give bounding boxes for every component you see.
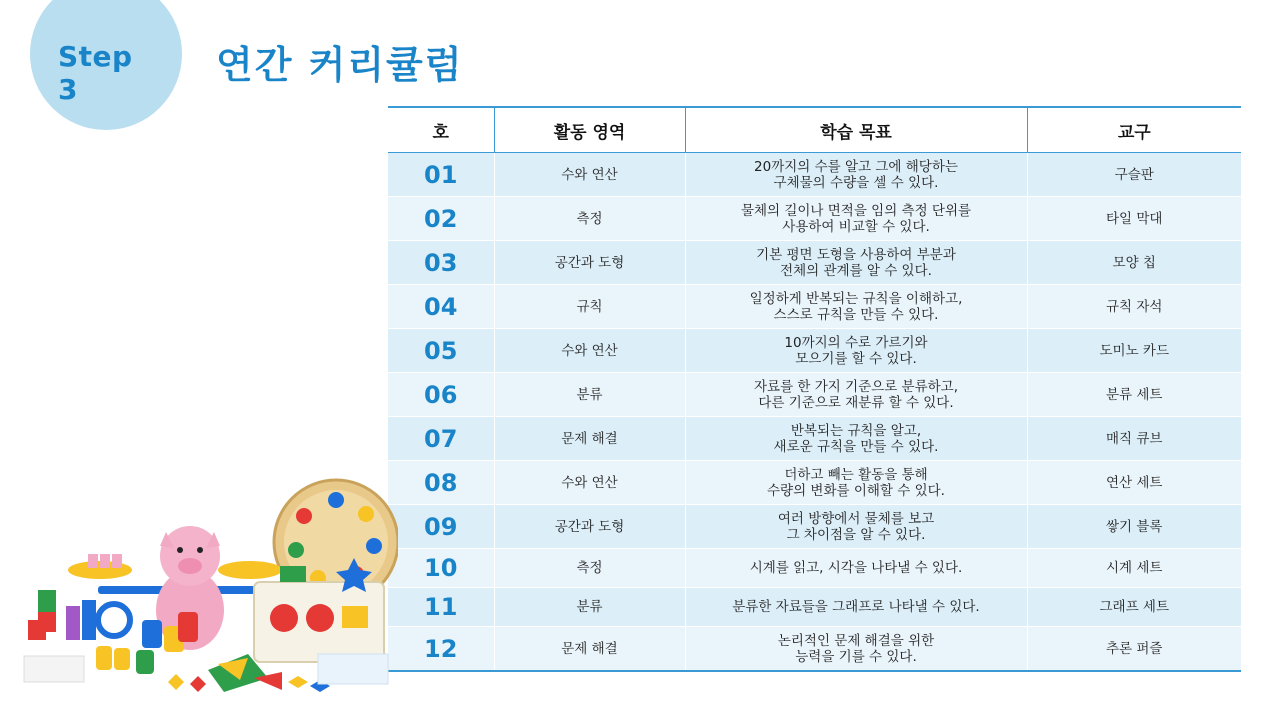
learning-goal-line: 전체의 관계를 알 수 있다. bbox=[780, 262, 932, 279]
row-number: 04 bbox=[388, 285, 494, 329]
teaching-tool: 연산 세트 bbox=[1027, 461, 1241, 505]
column-header-tool: 교구 bbox=[1027, 107, 1241, 153]
learning-goal-line: 모으기를 할 수 있다. bbox=[795, 350, 917, 367]
column-header-number: 호 bbox=[388, 107, 494, 153]
learning-goal-line: 논리적인 문제 해결을 위한 bbox=[777, 632, 935, 649]
learning-goal bbox=[685, 285, 1027, 329]
table-row bbox=[388, 461, 1241, 505]
shape-chips-icon bbox=[24, 654, 388, 692]
learning-goal bbox=[685, 627, 1027, 672]
row-number: 08 bbox=[388, 461, 494, 505]
page-title: 연간 커리큘럼 bbox=[216, 43, 464, 87]
learning-goal bbox=[685, 549, 1027, 588]
teaching-tool: 매직 큐브 bbox=[1027, 417, 1241, 461]
learning-goal-line: 다른 기준으로 재분류 할 수 있다. bbox=[758, 394, 954, 411]
learning-goal bbox=[685, 417, 1027, 461]
table-row bbox=[388, 153, 1241, 197]
learning-goal-line: 사용하여 비교할 수 있다. bbox=[782, 218, 930, 235]
teaching-tool: 구슬판 bbox=[1027, 153, 1241, 197]
learning-goal-line: 20까지의 수를 알고 그에 해당하는 bbox=[754, 158, 958, 175]
teaching-tool: 모양 칩 bbox=[1027, 241, 1241, 285]
activity-area: 공간과 도형 bbox=[494, 505, 685, 549]
learning-goal bbox=[685, 373, 1027, 417]
learning-goal-line: 기본 평면 도형을 사용하여 부분과 bbox=[756, 246, 956, 263]
learning-goal-line: 그 차이점을 알 수 있다. bbox=[786, 526, 926, 543]
table-row bbox=[388, 549, 1241, 588]
learning-goal-line: 일정하게 반복되는 규칙을 이해하고, bbox=[749, 290, 963, 307]
learning-goal-line: 반복되는 규칙을 알고, bbox=[790, 422, 922, 439]
activity-area: 측정 bbox=[494, 549, 685, 588]
teaching-tool: 그래프 세트 bbox=[1027, 588, 1241, 627]
teaching-tool: 분류 세트 bbox=[1027, 373, 1241, 417]
table-body bbox=[388, 153, 1241, 672]
activity-area: 수와 연산 bbox=[494, 153, 685, 197]
learning-goal-line: 수량의 변화를 이해할 수 있다. bbox=[767, 482, 945, 499]
step-label: Step 3 bbox=[58, 40, 133, 106]
column-header-goal: 학습 목표 bbox=[685, 107, 1027, 153]
table-row bbox=[388, 285, 1241, 329]
learning-goal-line: 구체물의 수량을 셀 수 있다. bbox=[773, 174, 939, 191]
row-number: 01 bbox=[388, 153, 494, 197]
activity-area: 수와 연산 bbox=[494, 461, 685, 505]
learning-goal-line: 능력을 기를 수 있다. bbox=[795, 648, 917, 665]
learning-goal bbox=[685, 505, 1027, 549]
learning-goal-line: 시계를 읽고, 시각을 나타낼 수 있다. bbox=[749, 560, 963, 576]
row-number: 12 bbox=[388, 627, 494, 672]
learning-goal bbox=[685, 329, 1027, 373]
learning-goal bbox=[685, 197, 1027, 241]
row-number: 09 bbox=[388, 505, 494, 549]
row-number: 06 bbox=[388, 373, 494, 417]
row-number: 02 bbox=[388, 197, 494, 241]
learning-goal-line: 더하고 빼는 활동을 통해 bbox=[784, 466, 928, 483]
activity-area: 측정 bbox=[494, 197, 685, 241]
learning-goal-line: 새로운 규칙을 만들 수 있다. bbox=[773, 438, 939, 455]
learning-goal-line: 10까지의 수로 가르기와 bbox=[784, 334, 928, 351]
table-row bbox=[388, 197, 1241, 241]
table-row bbox=[388, 417, 1241, 461]
math-toys-illustration bbox=[18, 470, 398, 710]
learning-goal bbox=[685, 241, 1027, 285]
activity-area: 분류 bbox=[494, 373, 685, 417]
row-number: 03 bbox=[388, 241, 494, 285]
learning-goal bbox=[685, 153, 1027, 197]
column-header-area: 활동 영역 bbox=[494, 107, 685, 153]
row-number: 11 bbox=[388, 588, 494, 627]
table-row bbox=[388, 241, 1241, 285]
learning-goal-line: 여러 방향에서 물체를 보고 bbox=[777, 510, 935, 527]
table-row bbox=[388, 588, 1241, 627]
teaching-tool: 규칙 자석 bbox=[1027, 285, 1241, 329]
activity-area: 분류 bbox=[494, 588, 685, 627]
learning-goal-line: 분류한 자료들을 그래프로 나타낼 수 있다. bbox=[732, 599, 980, 615]
learning-goal bbox=[685, 461, 1027, 505]
row-number: 10 bbox=[388, 549, 494, 588]
table-row bbox=[388, 373, 1241, 417]
teaching-tool: 도미노 카드 bbox=[1027, 329, 1241, 373]
activity-area: 문제 해결 bbox=[494, 417, 685, 461]
learning-goal-line: 자료를 한 가지 기준으로 분류하고, bbox=[753, 378, 959, 395]
learning-goal-line: 물체의 길이나 면적을 임의 측정 단위를 bbox=[740, 202, 972, 219]
table-row bbox=[388, 505, 1241, 549]
row-number: 07 bbox=[388, 417, 494, 461]
table-row bbox=[388, 329, 1241, 373]
activity-area: 문제 해결 bbox=[494, 627, 685, 672]
teaching-tool: 추론 퍼즐 bbox=[1027, 627, 1241, 672]
teaching-tool: 타일 막대 bbox=[1027, 197, 1241, 241]
teaching-tool: 시계 세트 bbox=[1027, 549, 1241, 588]
learning-goal bbox=[685, 588, 1027, 627]
learning-goal-line: 스스로 규칙을 만들 수 있다. bbox=[773, 306, 939, 323]
curriculum-table bbox=[388, 106, 1241, 672]
activity-area: 규칙 bbox=[494, 285, 685, 329]
teaching-tool: 쌓기 블록 bbox=[1027, 505, 1241, 549]
row-number: 05 bbox=[388, 329, 494, 373]
activity-area: 공간과 도형 bbox=[494, 241, 685, 285]
activity-area: 수와 연산 bbox=[494, 329, 685, 373]
table-row bbox=[388, 627, 1241, 672]
table-header-row bbox=[388, 107, 1241, 153]
